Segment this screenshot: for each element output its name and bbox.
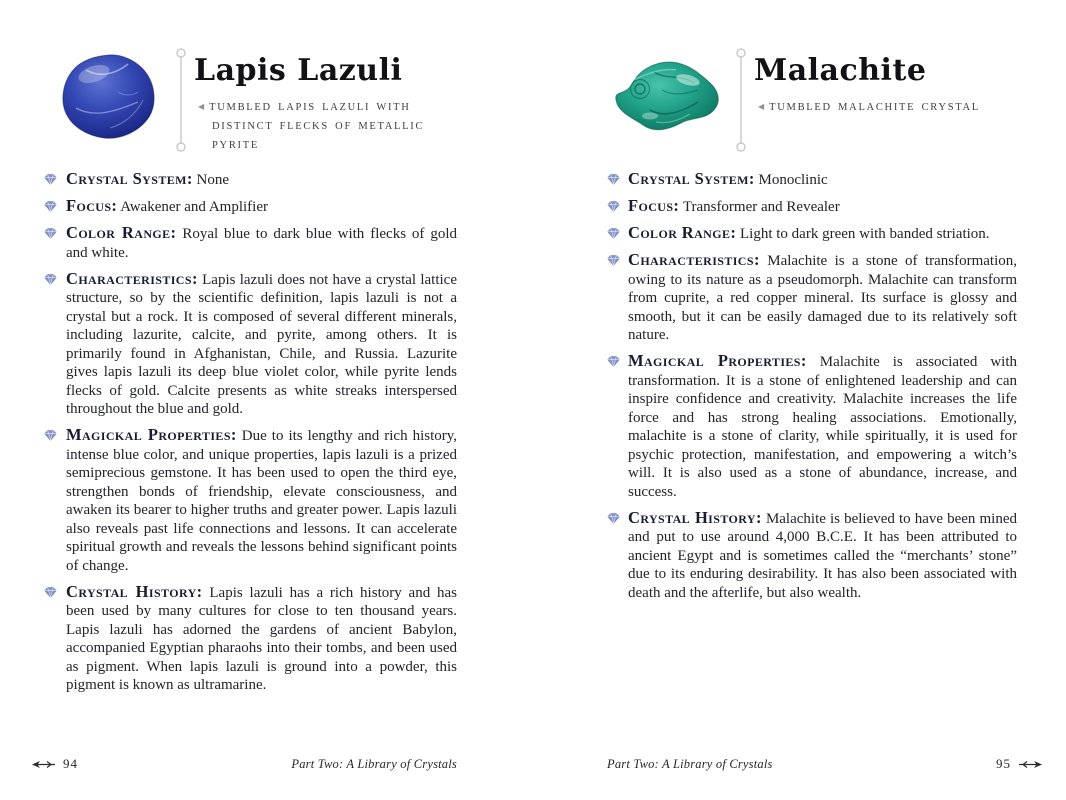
attribute-label: Color Range: [66,223,177,242]
malachite-titleblock [754,54,1022,117]
gem-bullet-icon [44,201,57,212]
caption-marker-icon: ◀ [758,102,765,111]
gem-bullet-icon [44,430,57,441]
attribute-characteristics [607,251,1017,345]
attribute-label: Magickal Properties: [66,425,237,444]
crystal-attributes-list [607,170,1017,602]
header-divider-rule [175,48,187,152]
gem-bullet-icon [607,201,620,212]
attribute-label: Crystal System: [628,169,755,188]
running-foot: Part Two: A Library of Crystals [607,756,773,771]
gem-bullet-icon [607,255,620,266]
attribute-text: Royal blue to dark blue with flecks of gold and white. [66,226,457,261]
page-title: Lapis Lazuli [194,53,403,88]
attribute-color-range [607,224,1017,244]
attribute-magickal-properties [607,352,1017,501]
attribute-text: Lapis lazuli has a rich history and has been used by many cultures for close to ten thousand years. Lapis lazuli has adorned the gardens of ancient Babylon, accompanied Egyptian pharaohs into their tombs, and been used as pigment. When lapis lazuli is ground into a powder, this pigment is known as ultramarine. [66,584,458,693]
page-title: Malachite [754,53,927,88]
gem-bullet-icon [607,356,620,367]
attribute-crystal-system [607,170,1017,190]
footer-arrow-left-icon [32,760,56,769]
attribute-text: Lapis lazuli does not have a crystal lattice structure, so by the scientific definition, lapis lazuli is not a crystal but a rock. It is composed of several different minerals, including lazurite, calcite, and pyrite, among others. It is primarily found in Afghanistan, Chile, and Russia. Lazurite gives lapis lazuli its deep blue violet color, while pyrite lends flecks of gold. Calcite presents as white streaks interspersed throughout the blue and gold. [66,271,457,417]
caption-text: TUMBLED MALACHITE CRYSTAL [769,102,980,113]
attribute-text: Light to dark green with banded striation. [740,226,990,242]
left-page-footer [32,756,457,772]
running-foot: Part Two: A Library of Crystals [291,756,457,771]
attribute-focus [44,197,457,217]
attribute-magickal-properties [44,426,457,575]
lapis-lazuli-stone-photo [58,52,160,142]
gem-bullet-icon [607,513,620,524]
gem-bullet-icon [44,274,57,285]
lapis-titleblock [194,54,456,155]
attribute-label: Magickal Properties: [628,351,807,370]
page-number-group [996,756,1042,772]
footer-arrow-right-icon [1018,760,1042,769]
crystal-attributes-list [44,170,457,695]
lapis-header [44,48,457,152]
page-malachite [533,0,1066,800]
gem-bullet-icon [607,174,620,185]
page-number-group [32,756,78,772]
attribute-text: Transformer and Revealer [682,199,840,215]
attribute-color-range [44,224,457,262]
page-number: 95 [996,756,1011,771]
attribute-label: Color Range: [628,223,737,242]
attribute-text: Awakener and Amplifier [120,199,269,215]
attribute-label: Characteristics: [628,250,760,269]
caption-text: TUMBLED LAPIS LAZULI WITH DISTINCT FLECKS OF METALLIC PYRITE [209,102,425,151]
malachite-stone-photo [610,56,724,136]
gem-bullet-icon [44,174,57,185]
attribute-label: Characteristics: [66,268,198,288]
malachite-header [607,48,1017,152]
page-number: 94 [63,756,78,771]
attribute-text: Monoclinic [758,172,828,188]
attribute-label: Crystal History: [66,581,203,601]
attribute-crystal-system [44,170,457,190]
attribute-text: Malachite is a stone of transformation, owing to its nature as a pseudomorph. Malachite can transform from cuprite, a red copper mineral. Its surface is glossy and smooth, but it can be easily damaged due to its relatively soft nature. [628,253,1017,343]
attribute-label: Focus: [628,196,680,215]
gem-bullet-icon [607,228,620,239]
photo-caption [758,97,1022,117]
attribute-label: Crystal History: [628,507,762,527]
attribute-focus [607,197,1017,217]
gem-bullet-icon [44,587,57,598]
caption-marker-icon: ◀ [198,102,205,111]
gem-bullet-icon [44,228,57,239]
attribute-characteristics [44,270,457,419]
attribute-label: Focus: [66,196,118,215]
header-divider-rule [735,48,747,152]
attribute-text: Malachite is believed to have been mined and put to use around 4,000 B.C.E. It has been attributed to ancient Egypt and is sometimes called the “merchants’ stone” due to its enduring desirability. It has also been associated with death and the afterlife, but also wealth. [628,510,1018,601]
right-page-footer [607,756,1042,772]
attribute-label: Crystal System: [66,169,193,188]
attribute-crystal-history [607,509,1017,603]
photo-caption [198,97,456,155]
attribute-crystal-history [44,583,457,695]
attribute-text: Due to its lengthy and rich history, intense blue color, and unique properties, lapis lazuli is a prized semiprecious gemstone. It has been used to open the third eye, strengthen bonds of friendship, elevate consciousness, and awaken its bearer to higher truths and greater power. Lapis lazuli also reveals past life connections and lessons. It can accelerate spiritual growth and reveals the lessons behind significant points of change. [66,428,458,574]
attribute-text: None [196,172,230,188]
attribute-text: Malachite is associated with transformation. It is a stone of enlightened leadership and can inspire confidence and creativity. Malachite increases the life force and has strong healing associations. Emotionally, malachite is a stone of clarity, while spiritually, it is used for psychic protection, manifestation, and empowering a witch’s will. It is also used as a stone of abundance, increase, and success. [628,354,1017,500]
